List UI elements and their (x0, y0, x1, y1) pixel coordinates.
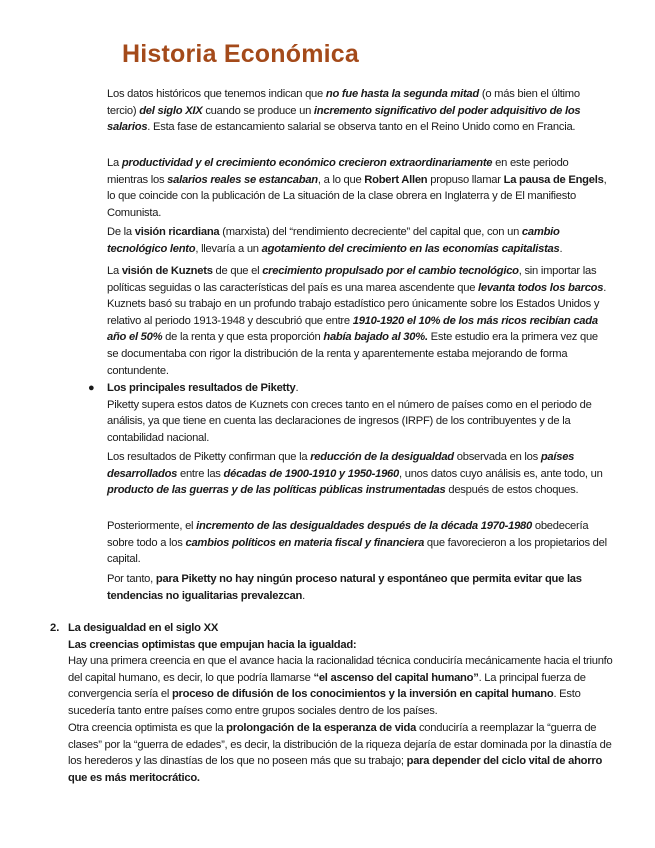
text: Los resultados de Piketty confirman que la (107, 451, 311, 463)
bold-term: prolongación de la esperanza de vida (226, 722, 417, 734)
paragraph-kuznets-view (107, 263, 607, 379)
text: Hay una primera creencia en que el avance hacia la racionalidad técnica conduciría mecánicamente hacia el triunfo del capital humano, es decir, lo que podría llamarse (68, 655, 613, 684)
text: de la renta y que esta proporción (162, 331, 324, 344)
bullet-icon: ● (88, 382, 95, 394)
emphasis: agotamiento del crecimiento en las economías capitalistas (261, 242, 560, 255)
paragraph-inequality-increase (107, 518, 607, 568)
text: propuso llamar (427, 173, 504, 186)
text: cuando se produce un (202, 104, 314, 117)
text: de que el (212, 265, 263, 277)
paragraph-piketty-confirm (107, 449, 607, 499)
text: conduciría a reemplazar la “guerra de clases” por la “guerra de edades”, es decir, la distribución de la riqueza dejaría de estar dominada por la dinastía de los herederos y las dinastías de los que no poseen más que su trabajo; (68, 722, 612, 768)
emphasis: había bajado al 30%. (323, 331, 428, 344)
emphasis: incremento significativo del poder adquisitivo de los salarios (107, 104, 581, 134)
text: La (107, 157, 122, 169)
text: (marxista) del “rendimiento decreciente” del capital que, con un (219, 226, 522, 238)
bold-statement: para Piketty no hay ningún proceso natural y espontáneo que permita evitar que las tendencias no igualitarias prevalezcan (107, 573, 582, 602)
text: (o más bien el último tercio) (107, 88, 580, 117)
bold-term: “el ascenso del capital humano” (313, 671, 479, 684)
text: De la (107, 226, 135, 238)
emphasis: cambios políticos en materia fiscal y financiera (185, 536, 425, 549)
emphasis: incremento de las desigualdades después de la década 1970-1980 (196, 520, 532, 532)
text: , unos datos cuyo análisis es, ante todo, un (399, 467, 603, 480)
text: . (559, 242, 563, 255)
bullet-piketty-results (107, 380, 607, 446)
text: La (107, 265, 122, 277)
text: Por tanto, (107, 573, 156, 585)
text: . La principal fuerza de convergencia sería el (68, 671, 586, 701)
section-heading: La desigualdad en el siglo XX (68, 622, 219, 634)
text: Este estudio era la primera vez que se documentaba con rigor la distribución de la renta y aparentemente estaba mejorando de forma contundente. (107, 331, 598, 377)
emphasis: productividad y el crecimiento económico crecieron extraordinariamente (121, 157, 493, 169)
emphasis: del siglo XIX (139, 104, 203, 117)
bold-statement: para depender del ciclo vital de ahorro que es más meritocrático. (68, 755, 603, 784)
bold-term: proceso de difusión de los conocimientos y la inversión en capital humano (171, 688, 554, 701)
emphasis: países desarrollados (107, 451, 575, 480)
text: entre las (177, 467, 224, 480)
paragraph-ricardian-view (107, 224, 607, 257)
text: en este periodo mientras los (107, 157, 569, 186)
text: , sin importar las políticas seguidas o las características del país es una marea ascendente que (107, 265, 597, 294)
section-number: 2. (50, 622, 60, 634)
text: observada en los (453, 451, 541, 463)
emphasis: producto de las guerras y de las políticas públicas instrumentadas (107, 484, 446, 497)
text: Otra creencia optimista es que la (68, 722, 227, 734)
bold-term: La pausa de Engels (503, 173, 604, 186)
text: que favorecieron a los propietarios del capital. (107, 536, 607, 566)
paragraph-piketty-conclusion (107, 571, 607, 604)
text: , lo que coincide con la publicación de La situación de la clase obrera en Inglaterra y de El manifiesto Comunista. (107, 173, 607, 219)
text: , llevaría a un (195, 242, 262, 255)
paragraph-historical-data (107, 86, 607, 136)
text: . Esto sucedería tanto entre países como entre grupos sociales dentro de los países. (68, 688, 581, 717)
text: obedecería sobre todo a los (107, 520, 589, 549)
emphasis: crecimiento propulsado por el cambio tecnológico (262, 265, 519, 277)
paragraph-life-expectancy (68, 720, 620, 786)
document-title: Historia Económica (122, 40, 359, 68)
bold-term: visión de Kuznets (121, 265, 213, 277)
emphasis: décadas de 1900-1910 y 1950-1960 (223, 467, 400, 480)
emphasis: levanta todos los barcos (478, 281, 604, 294)
text: . Esta fase de estancamiento salarial se observa tanto en el Reino Unido como en Francia. (147, 121, 576, 134)
text: Piketty supera estos datos de Kuznets con creces tanto en el número de países como en el periodo de análisis, ya que tiene en cuenta las declaraciones de ingresos (IRPF) de los contribuyentes y de la contabilidad nacional. (107, 398, 592, 444)
text: , a lo que (317, 173, 365, 186)
bullet-heading: Los principales resultados de Piketty (107, 382, 296, 394)
emphasis: 1910-1920 el 10% de los más ricos recibían cada año el 50% (107, 314, 598, 344)
text: . (295, 382, 299, 394)
text: . (302, 589, 305, 602)
emphasis: salarios reales se estancaban (167, 173, 318, 186)
bold-name: Robert Allen (364, 173, 428, 186)
section-subheading: Las creencias optimistas que empujan hacia la igualdad: (68, 638, 357, 651)
text: Los datos históricos que tenemos indican que (107, 88, 326, 100)
emphasis: cambio tecnológico lento (107, 226, 560, 255)
emphasis: reducción de la desigualdad (310, 451, 454, 463)
bold-term: visión ricardiana (134, 226, 220, 238)
section-inequality-20th-century (68, 620, 620, 720)
emphasis: no fue hasta la segunda mitad (325, 88, 479, 100)
text: Posteriormente, el (107, 520, 197, 532)
paragraph-engels-pause (107, 155, 607, 221)
text: después de estos choques. (445, 484, 579, 497)
text: . Kuznets basó su trabajo en un profundo trabajo estadístico pero únicamente sobre los Estados Unidos y relativo al periodo 1913-1948 y descubrió que entre (107, 281, 607, 327)
